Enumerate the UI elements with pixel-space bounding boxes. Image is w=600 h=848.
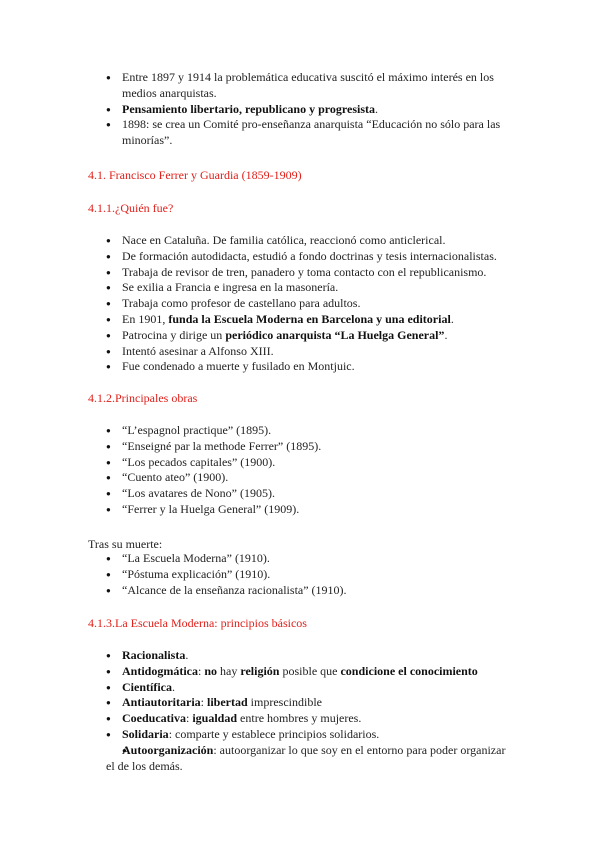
list-item: ● Científica.	[106, 680, 516, 696]
section-heading-principios: 4.1.3.La Escuela Moderna: principios básicos	[88, 616, 307, 630]
obras-list	[106, 423, 526, 518]
list-item: ● Trabaja como profesor de castellano para adultos.	[106, 296, 526, 312]
list-item: ● Trabaja de revisor de tren, panadero y toma contacto con el republicanismo.	[106, 265, 526, 281]
list-item: ● “Póstuma explicación” (1910).	[106, 567, 526, 583]
quien-fue-list	[106, 233, 526, 375]
list-item: ● Patrocina y dirige un periódico anarquista “La Huelga General”.	[106, 328, 526, 344]
list-item: ● En 1901, funda la Escuela Moderna en Barcelona y una editorial.	[106, 312, 526, 328]
list-item: ● Autoorganización: autoorganizar lo que soy en el entorno para poder organizar el de los demás.	[106, 743, 516, 775]
list-item: ● “L’espagnol practique” (1895).	[106, 423, 526, 439]
list-item: ● Coeducativa: igualdad entre hombres y mujeres.	[106, 711, 516, 727]
list-item: ● “Los avatares de Nono” (1905).	[106, 486, 526, 502]
list-item: ● “Ferrer y la Huelga General” (1909).	[106, 502, 526, 518]
list-item: ● “La Escuela Moderna” (1910).	[106, 551, 526, 567]
intro-list	[106, 70, 526, 149]
list-item: ● Pensamiento libertario, republicano y progresista.	[106, 102, 526, 118]
list-item: ● Racionalista.	[106, 648, 516, 664]
list-item: ● Se exilia a Francia e ingresa en la masonería.	[106, 280, 526, 296]
section-heading-ferrer: 4.1. Francisco Ferrer y Guardia (1859-1909)	[88, 168, 302, 182]
list-item: ● De formación autodidacta, estudió a fondo doctrinas y tesis internacionalistas.	[106, 249, 526, 265]
list-item: ● Nace en Cataluña. De familia católica, reaccionó como anticlerical.	[106, 233, 526, 249]
list-item: ● 1898: se crea un Comité pro-enseñanza anarquista “Educación no sólo para las minorías”.	[106, 117, 526, 149]
list-item: ● Antiautoritaria: libertad imprescindible	[106, 695, 516, 711]
after-death-list	[106, 551, 526, 598]
list-item: ● Intentó asesinar a Alfonso XIII.	[106, 344, 526, 360]
list-item: ● “Enseigné par la methode Ferrer” (1895).	[106, 439, 526, 455]
section-heading-obras: 4.1.2.Principales obras	[88, 391, 198, 405]
list-item: ● Solidaria: comparte y establece principios solidarios.	[106, 727, 516, 743]
list-item: ● “Los pecados capitales” (1900).	[106, 455, 526, 471]
after-death-label: Tras su muerte:	[88, 537, 163, 551]
list-item: ● “Alcance de la enseñanza racionalista” (1910).	[106, 583, 526, 599]
list-item: ● Antidogmática: no hay religión posible que condicione el conocimiento	[106, 664, 516, 680]
list-item: ● Entre 1897 y 1914 la problemática educativa suscitó el máximo interés en los medios anarquistas.	[106, 70, 526, 102]
section-heading-quien-fue: 4.1.1.¿Quién fue?	[88, 201, 174, 215]
list-item: ● Fue condenado a muerte y fusilado en Montjuic.	[106, 359, 526, 375]
list-item: ● “Cuento ateo” (1900).	[106, 470, 526, 486]
principios-list	[106, 648, 516, 774]
